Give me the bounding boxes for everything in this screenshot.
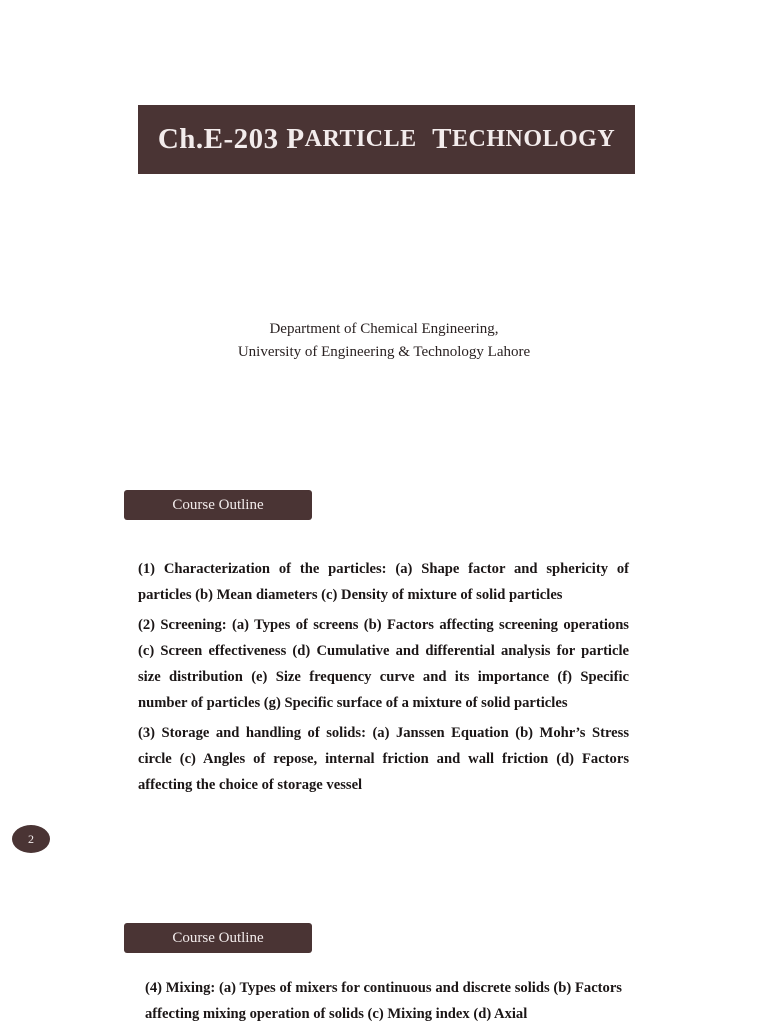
outline-item: (2) Screening: (a) Types of screens (b) Factors affecting screening operations (c) Screen effectiveness (d) Cumulative and differential analysis for particle size distribution (e) Size frequency curve and its importance (f) Specific number of particles (g) Specific surface of a mixture of solid particles [138,617,629,711]
course-outline-list [138,556,629,802]
department-name: Department of Chemical Engineering, [269,321,499,337]
title-word1-rest: ARTICLE [304,126,417,152]
title-word2-rest: ECHNOLOGY [451,126,616,152]
title-word2-initial: T [432,123,452,155]
course-title [138,105,635,174]
outline-item: (1) Characterization of the particles: (a) Shape factor and sphericity of particles (b) Mean diameters (c) Density of mixture of solid particles [138,561,629,603]
page-number-badge: 2 [12,825,50,853]
section-label-course-outline-2: Course Outline [124,923,312,953]
course-outline-list-2 [145,975,622,1031]
outline-item: (3) Storage and handling of solids: (a) Janssen Equation (b) Mohr’s Stress circle (c) Angles of repose, internal friction and wall friction (d) Factors affecting the choice of storage vessel [138,725,629,793]
outline-item: (4) Mixing: (a) Types of mixers for continuous and discrete solids (b) Factors affecting mixing operation of solids (c) Mixing index (d) Axial [145,980,622,1022]
university-name: University of Engineering & Technology Lahore [237,344,531,360]
course-code: Ch.E-203 [157,123,279,155]
title-word1-initial: P [286,123,305,155]
section-label-course-outline: Course Outline [124,490,312,520]
department-block [0,318,768,364]
